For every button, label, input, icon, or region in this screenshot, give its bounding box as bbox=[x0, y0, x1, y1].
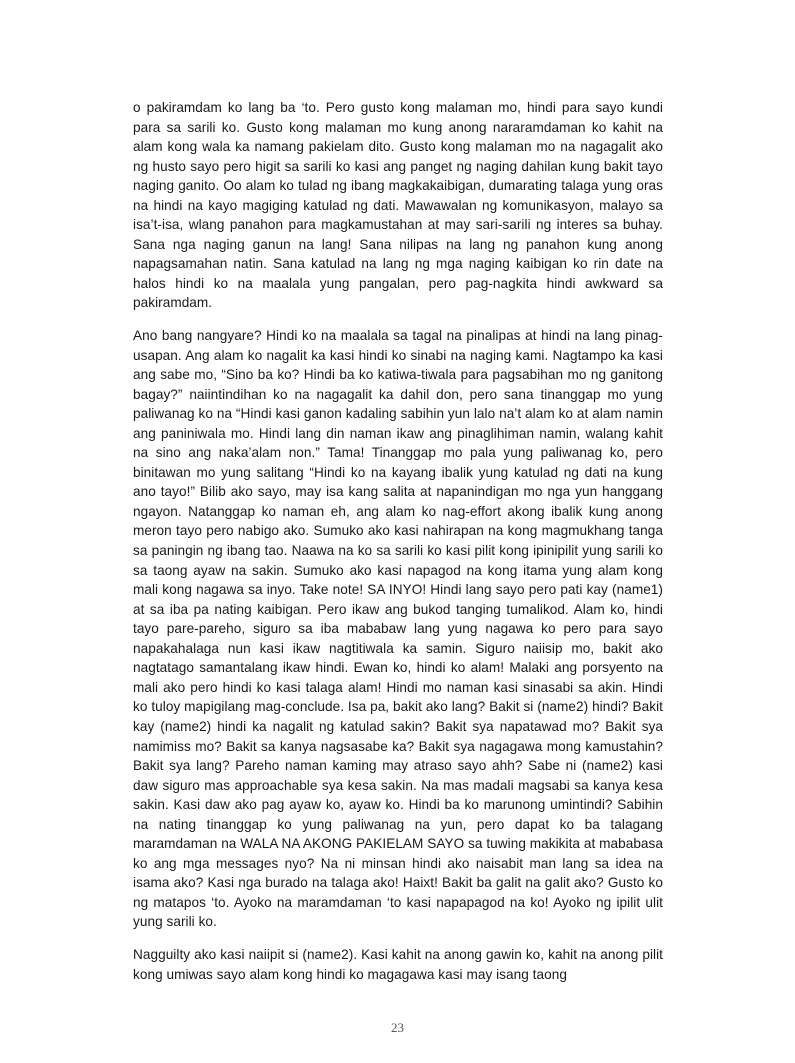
paragraph-3: Nagguilty ako kasi naiipit si (name2). Kasi kahit na anong gawin ko, kahit na anong pilit kong umiwas sayo alam kong hindi ko magagawa kasi may isang taong bbox=[133, 946, 663, 982]
paragraph-1: o pakiramdam ko lang ba ‘to. Pero gusto kong malaman mo, hindi para sayo kundi para sa sarili ko. Gusto kong malaman mo kung anong nararamdaman ko kahit na alam kong wala ka namang pakielam dito. Gusto kong malaman mo na nagagalit ako ng husto sayo pero higit sa sarili ko kasi ang panget ng naging dahilan kung bakit tayo naging ganito. Oo alam ko tulad ng ibang magkakaibigan, dumarating talaga yung oras na hindi na kayo magiging katulad ng dati. Mawawalan ng komunikasyon, malayo sa isa’t-isa, wlang panahon para magkamustahan at may sari-sarili ng interes sa buhay. Sana nga naging ganun na lang! Sana nilipas na lang ng panahon kung anong napagsamahan natin. Sana katulad na lang ng mga naging kaibigan ko rin date na halos hindi ko na maalala yung pangalan, pero pag-nagkita hindi awkward sa pakiramdam. bbox=[133, 100, 663, 311]
paragraph-2: Ano bang nangyare? Hindi ko na maalala sa tagal na pinalipas at hindi na lang pinag-usapan. Ang alam ko nagalit ka kasi hindi ko sinabi na naging kami. Nagtampo ka kasi ang sabe mo, “Sino ba ko? Hindi ba ko katiwa-tiwala para pagsabihan mo ng ganitong bagay?” naiintindihan ko na nagagalit ka dahil don, pero sana tinanggap mo yung paliwanag ko na “Hindi kasi ganon kadaling sabihin yun lalo na’t alam ko at alam namin ang paniniwala mo. Hindi lang din naman ikaw ang pinaglihiman namin, walang kahit na sino ang naka’alam non.” Tama! Tinanggap mo pala yung paliwanag ko, pero binitawan mo yung salitang “Hindi ko na kayang ibalik yung katulad ng dati na kung ano tayo!” Bilib ako sayo, may isa kang salita at napanindigan mo nga yun hanggang ngayon. Natanggap ko naman eh, ang alam ko nag-effort akong ibalik kung anong meron tayo pero nabigo ako. Sumuko ako kasi nahirapan na kong magmukhang tanga sa paningin ng ibang tao. Naawa na ko sa sarili ko kasi pilit kong ipinipilit yung sarili ko sa taong ayaw na sakin. Sumuko ako kasi napagod na kong itama yung alam kong mali kong nagawa sa inyo. Take note! SA INYO! Hindi lang sayo pero pati kay (name1) at sa iba pa nating kaibigan. Pero ikaw ang bukod tanging tumalikod. Alam ko, hindi tayo pare-pareho, siguro sa iba mababaw lang yung nagawa ko pero para sayo napakahalaga nun kasi ikaw nagtitiwala ka samin. Siguro naiisip mo, bakit ako nagtatago samantalang ikaw hindi. Ewan ko, hindi ko alam! Malaki ang porsyento na mali ako pero hindi ko kasi talaga alam! Hindi mo naman kasi sinasabi sa akin. Hindi ko tuloy mapigilang mag-conclude. Isa pa, bakit ako lang? Bakit si (name2) hindi? Bakit kay (name2) hindi ka nagalit ng katulad sakin? Bakit sya napatawad mo? Bakit sya namimiss mo? Bakit sa kanya nagsasabe ka? Bakit sya nagagawa mong kamustahin? Bakit sya lang? Pareho naman kaming may atraso sayo ahh? Sabe ni (name2) kasi daw siguro mas approachable sya kesa sakin. Na mas madali magsabi sa kanya kesa sakin. Kasi daw ako pag ayaw ko, ayaw ko. Hindi ba ko marunong umintindi? Sabihin na nating tinanggap ko yung paliwanag na yun, pero dapat ko ba talagang maramdaman na WALA NA AKONG PAKIELAM SAYO sa tuwing makikita at mababasa ko ang mga messages nyo? Na ni minsan hindi ako naisabit man lang sa idea na isama ako? Kasi nga burado na talaga ako! Haixt! Bakit ba galit na galit ako? Gusto ko ng matapos ‘to. Ayoko na maramdaman ‘to kasi napapagod na ko! Ayoko ng ipilit ulit yung sarili ko. bbox=[133, 328, 663, 930]
body-text bbox=[133, 98, 663, 997]
page-number: 23 bbox=[391, 1020, 404, 1035]
